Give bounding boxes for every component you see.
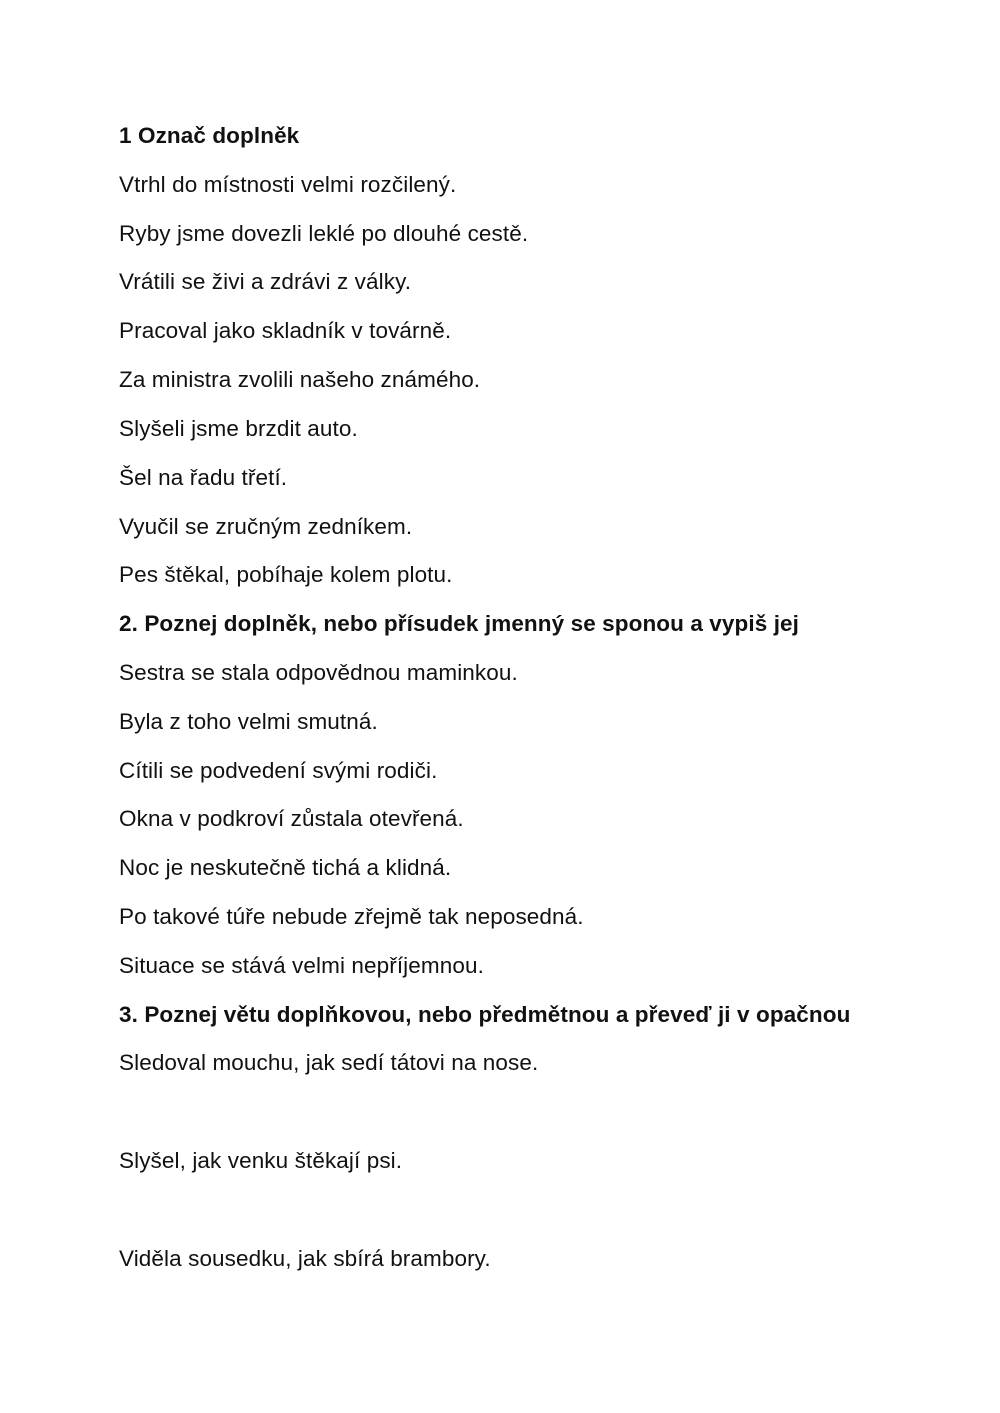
exercise-3-sentence: Viděla sousedku, jak sbírá brambory. — [119, 1246, 491, 1271]
exercise-2-sentence: Sestra se stala odpovědnou maminkou. — [119, 660, 518, 685]
exercise-2-sentence: Byla z toho velmi smutná. — [119, 709, 378, 734]
exercise-2-sentence: Po takové túře nebude zřejmě tak neposedná. — [119, 904, 584, 929]
exercise-1-title: 1 Označ doplněk — [119, 123, 300, 148]
exercise-1-sentence: Slyšeli jsme brzdit auto. — [119, 416, 358, 441]
exercise-1-sentence: Vtrhl do místnosti velmi rozčilený. — [119, 172, 457, 197]
exercise-1-sentence: Pracoval jako skladník v továrně. — [119, 318, 452, 343]
exercise-2-sentence: Situace se stává velmi nepříjemnou. — [119, 953, 484, 978]
exercise-1-sentence: Pes štěkal, pobíhaje kolem plotu. — [119, 562, 453, 587]
exercise-2-sentence: Cítili se podvedení svými rodiči. — [119, 758, 438, 783]
exercise-1-sentence: Ryby jsme dovezli leklé po dlouhé cestě. — [119, 221, 529, 246]
exercise-2-title: 2. Poznej doplněk, nebo přísudek jmenný se sponou a vypiš jej — [119, 611, 800, 636]
exercise-2-sentence: Okna v podkroví zůstala otevřená. — [119, 806, 464, 831]
exercise-2-sentence: Noc je neskutečně tichá a klidná. — [119, 855, 452, 880]
exercise-3-sentence: Slyšel, jak venku štěkají psi. — [119, 1148, 403, 1173]
exercise-1-sentence: Šel na řadu třetí. — [119, 465, 288, 490]
exercise-3-sentence: Sledoval mouchu, jak sedí tátovi na nose. — [119, 1050, 539, 1075]
exercise-1-sentence: Vyučil se zručným zedníkem. — [119, 514, 413, 539]
exercise-3-title: 3. Poznej větu doplňkovou, nebo předmětnou a převeď ji v opačnou — [119, 1002, 851, 1027]
exercise-1-sentence: Vrátili se živi a zdrávi z války. — [119, 269, 412, 294]
exercise-1-sentence: Za ministra zvolili našeho známého. — [119, 367, 481, 392]
